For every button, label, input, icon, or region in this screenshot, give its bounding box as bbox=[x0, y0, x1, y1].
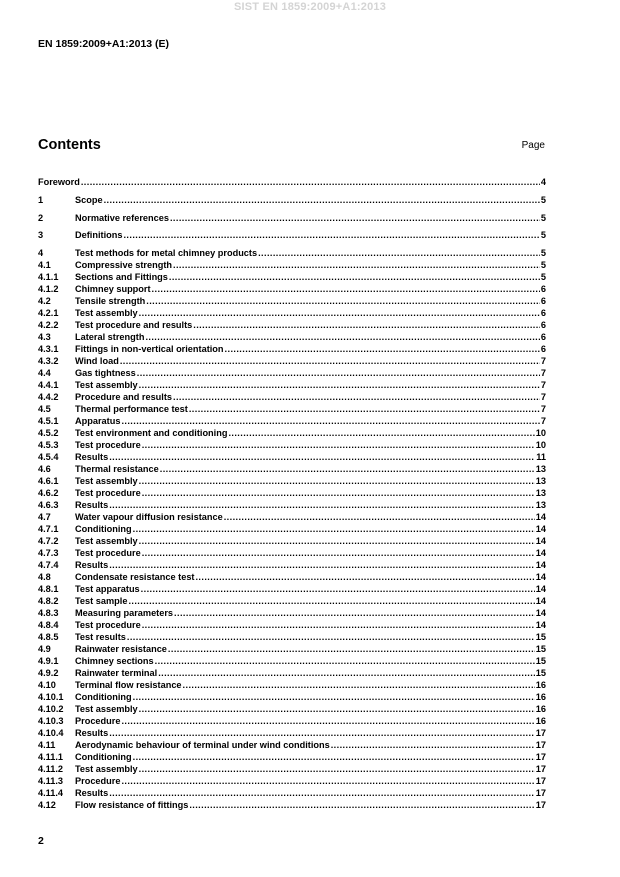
toc-entry-number: 4.8.1 bbox=[38, 584, 59, 595]
toc-entry[interactable] bbox=[38, 619, 546, 631]
toc-entry[interactable] bbox=[38, 229, 546, 241]
toc-entry-page: 13 bbox=[535, 500, 546, 511]
toc-leader-dots bbox=[139, 379, 540, 391]
page-title: Contents bbox=[38, 137, 101, 153]
toc-entry[interactable] bbox=[38, 571, 546, 583]
toc-entry-title: Test results bbox=[75, 632, 126, 643]
toc-entry-page: 17 bbox=[535, 740, 546, 751]
toc-entry[interactable] bbox=[38, 523, 546, 535]
toc-entry-title: Test procedure bbox=[75, 620, 141, 631]
toc-leader-dots bbox=[109, 727, 535, 739]
toc-entry-number: 4.3.2 bbox=[38, 356, 59, 367]
toc-entry-number: 1 bbox=[38, 194, 44, 205]
toc-leader-dots bbox=[258, 247, 540, 259]
toc-entry[interactable] bbox=[38, 559, 546, 571]
toc-leader-dots bbox=[142, 547, 535, 559]
toc-entry-title: Test assembly bbox=[75, 380, 138, 391]
toc-entry-page: 15 bbox=[535, 656, 546, 667]
toc-entry[interactable] bbox=[38, 271, 546, 283]
toc-entry-page: 5 bbox=[540, 230, 546, 241]
toc-entry-page: 13 bbox=[535, 476, 546, 487]
toc-leader-dots bbox=[139, 535, 535, 547]
toc-entry-number: 4.6.2 bbox=[38, 488, 59, 499]
toc-entry[interactable] bbox=[38, 427, 546, 439]
toc-leader-dots bbox=[193, 319, 540, 331]
toc-entry-title: Procedure and results bbox=[75, 392, 173, 403]
toc-leader-dots bbox=[137, 367, 540, 379]
toc-leader-dots bbox=[160, 463, 535, 475]
toc-leader-dots bbox=[174, 607, 535, 619]
toc-entry[interactable] bbox=[38, 391, 546, 403]
toc-entry-title: Results bbox=[75, 728, 109, 739]
toc-leader-dots bbox=[123, 229, 539, 241]
toc-leader-dots bbox=[109, 559, 535, 571]
toc-entry-number: 4.2.1 bbox=[38, 308, 59, 319]
toc-entry-number: 4.7.1 bbox=[38, 524, 59, 535]
toc-entry[interactable] bbox=[38, 451, 546, 463]
toc-entry-page: 13 bbox=[535, 464, 546, 475]
toc-leader-dots bbox=[145, 331, 539, 343]
toc-entry[interactable] bbox=[38, 343, 546, 355]
toc-entry[interactable] bbox=[38, 547, 546, 559]
toc-entry-number: 4.11.2 bbox=[38, 764, 64, 775]
toc-entry-page: 5 bbox=[540, 260, 546, 271]
toc-entry-title: Condensate resistance test bbox=[75, 572, 195, 583]
toc-entry-page: 15 bbox=[535, 644, 546, 655]
toc-entry-page: 5 bbox=[540, 194, 546, 205]
page-number: 2 bbox=[38, 835, 44, 847]
toc-entry-page: 14 bbox=[535, 608, 546, 619]
toc-entry-number: 4.8 bbox=[38, 572, 51, 583]
toc-leader-dots bbox=[127, 631, 535, 643]
toc-entry-page: 14 bbox=[535, 620, 546, 631]
toc-entry-page: 14 bbox=[535, 596, 546, 607]
toc-leader-dots bbox=[139, 763, 535, 775]
toc-leader-dots bbox=[109, 499, 535, 511]
toc-leader-dots bbox=[155, 655, 535, 667]
toc-entry[interactable] bbox=[38, 511, 546, 523]
toc-entry-title: Results bbox=[75, 452, 109, 463]
toc-entry-page: 15 bbox=[535, 668, 546, 679]
toc-entry-title: Test procedure bbox=[75, 440, 141, 451]
toc-entry-title: Wind load bbox=[75, 356, 119, 367]
toc-entry-title: Test sample bbox=[75, 596, 128, 607]
toc-entry-number: 4.11.4 bbox=[38, 788, 64, 799]
toc-leader-dots bbox=[128, 595, 534, 607]
toc-entry-title: Lateral strength bbox=[75, 332, 145, 343]
toc-entry[interactable] bbox=[38, 259, 546, 271]
toc-entry-page: 6 bbox=[540, 284, 546, 295]
toc-entry-number: 4.5.3 bbox=[38, 440, 59, 451]
toc-entry[interactable] bbox=[38, 715, 546, 727]
toc-entry-page: 7 bbox=[540, 416, 546, 427]
toc-leader-dots bbox=[142, 619, 535, 631]
toc-entry-number: 4.4 bbox=[38, 368, 51, 379]
toc-entry[interactable] bbox=[38, 655, 546, 667]
toc-leader-dots bbox=[81, 176, 540, 188]
toc-entry[interactable] bbox=[38, 319, 546, 331]
toc-entry-title: Test methods for metal chimney products bbox=[75, 248, 258, 259]
toc-leader-dots bbox=[158, 667, 535, 679]
toc-entry[interactable] bbox=[38, 487, 546, 499]
toc-entry[interactable] bbox=[38, 367, 546, 379]
toc-entry[interactable] bbox=[38, 403, 546, 415]
toc-entry-page: 17 bbox=[535, 764, 546, 775]
toc-entry-page: 10 bbox=[535, 440, 546, 451]
toc-entry-number: 4.9.2 bbox=[38, 668, 59, 679]
toc-entry[interactable] bbox=[38, 691, 546, 703]
toc-leader-dots bbox=[331, 739, 535, 751]
toc-entry-title: Test assembly bbox=[75, 308, 138, 319]
toc-entry-title: Conditioning bbox=[75, 692, 132, 703]
toc-leader-dots bbox=[139, 475, 535, 487]
toc-leader-dots bbox=[121, 775, 534, 787]
toc-entry[interactable] bbox=[38, 379, 546, 391]
toc-entry-number: 4.6.3 bbox=[38, 500, 59, 511]
toc-entry[interactable] bbox=[38, 763, 546, 775]
toc-entry-title: Test assembly bbox=[75, 476, 138, 487]
toc-entry-number: 2 bbox=[38, 212, 44, 223]
toc-entry-number: 4.8.5 bbox=[38, 632, 59, 643]
toc-entry-title: Water vapour diffusion resistance bbox=[75, 512, 223, 523]
toc-entry-title: Thermal performance test bbox=[75, 404, 188, 415]
toc-entry-title: Measuring parameters bbox=[75, 608, 174, 619]
toc-entry-page: 16 bbox=[535, 704, 546, 715]
toc-entry-title: Chimney support bbox=[75, 284, 151, 295]
toc-entry-title: Rainwater resistance bbox=[75, 644, 167, 655]
toc-entry[interactable] bbox=[38, 331, 546, 343]
toc-entry[interactable] bbox=[38, 583, 546, 595]
toc-entry-title: Tensile strength bbox=[75, 296, 146, 307]
toc-entry-number: 4.10.2 bbox=[38, 704, 64, 715]
toc-entry[interactable] bbox=[38, 415, 546, 427]
toc-entry-page: 5 bbox=[540, 248, 546, 259]
toc-entry[interactable] bbox=[38, 307, 546, 319]
toc-entry[interactable] bbox=[38, 595, 546, 607]
toc-entry-number: 4 bbox=[38, 248, 44, 259]
toc-entry-page: 14 bbox=[535, 572, 546, 583]
toc-leader-dots bbox=[183, 679, 535, 691]
toc-entry-page: 7 bbox=[540, 368, 546, 379]
toc-leader-dots bbox=[195, 571, 534, 583]
toc-entry-title: Procedure bbox=[75, 776, 121, 787]
toc-entry-title: Gas tightness bbox=[75, 368, 136, 379]
toc-leader-dots bbox=[133, 523, 535, 535]
toc-leader-dots bbox=[225, 343, 540, 355]
toc-entry-title: Sections and Fittings bbox=[75, 272, 168, 283]
toc-entry-page: 6 bbox=[540, 320, 546, 331]
toc-leader-dots bbox=[104, 194, 540, 206]
toc-entry[interactable] bbox=[38, 247, 546, 259]
toc-entry-number: 4.8.3 bbox=[38, 608, 59, 619]
toc-entry-number: 4.3 bbox=[38, 332, 51, 343]
toc-leader-dots bbox=[133, 691, 535, 703]
toc-entry-page: 7 bbox=[540, 392, 546, 403]
toc-entry-page: 5 bbox=[540, 272, 546, 283]
toc-entry[interactable] bbox=[38, 283, 546, 295]
toc-entry-page: 6 bbox=[540, 344, 546, 355]
toc-entry-page: 5 bbox=[540, 212, 546, 223]
toc-entry-title: Conditioning bbox=[75, 752, 132, 763]
toc-leader-dots bbox=[142, 439, 535, 451]
toc-leader-dots bbox=[121, 415, 539, 427]
toc-leader-dots bbox=[121, 715, 534, 727]
toc-leader-dots bbox=[141, 583, 535, 595]
toc-leader-dots bbox=[173, 391, 540, 403]
toc-entry-number: 4.11 bbox=[38, 740, 56, 751]
toc-leader-dots bbox=[133, 751, 535, 763]
toc-entry[interactable] bbox=[38, 194, 546, 206]
toc-entry-number: 4.10.4 bbox=[38, 728, 64, 739]
toc-entry-number: 4.1.2 bbox=[38, 284, 59, 295]
toc-entry-page: 17 bbox=[535, 800, 546, 811]
toc-entry-title: Results bbox=[75, 560, 109, 571]
toc-entry-page: 15 bbox=[535, 632, 546, 643]
toc-entry-number: 4.5 bbox=[38, 404, 51, 415]
toc-entry-title: Conditioning bbox=[75, 524, 132, 535]
toc-entry-title: Test procedure and results bbox=[75, 320, 193, 331]
toc-entry-number: 4.7.3 bbox=[38, 548, 59, 559]
toc-leader-dots bbox=[168, 643, 535, 655]
toc-leader-dots bbox=[224, 511, 535, 523]
toc-entry-title: Results bbox=[75, 788, 109, 799]
toc-entry[interactable] bbox=[38, 463, 546, 475]
toc-entry[interactable] bbox=[38, 295, 546, 307]
toc-entry-page: 17 bbox=[535, 752, 546, 763]
toc-entry-page: 13 bbox=[535, 488, 546, 499]
toc-entry-number: 4.9.1 bbox=[38, 656, 59, 667]
toc-entry-title: Normative references bbox=[75, 212, 169, 223]
toc-entry-page: 7 bbox=[540, 404, 546, 415]
toc-entry-title: Flow resistance of fittings bbox=[75, 800, 189, 811]
toc-entry-number: 4.7.2 bbox=[38, 536, 59, 547]
toc-entry-page: 6 bbox=[540, 332, 546, 343]
toc-entry[interactable] bbox=[38, 212, 546, 224]
toc-entry-number: 4.6.1 bbox=[38, 476, 59, 487]
toc-leader-dots bbox=[139, 307, 540, 319]
toc-entry-number: 4.3.1 bbox=[38, 344, 59, 355]
toc-entry-number: 4.8.4 bbox=[38, 620, 59, 631]
toc-leader-dots bbox=[142, 487, 535, 499]
toc-entry-page: 14 bbox=[535, 524, 546, 535]
toc-entry-number: 4.10.3 bbox=[38, 716, 64, 727]
toc-entry-number: 4.9 bbox=[38, 644, 51, 655]
toc-entry-page: 7 bbox=[540, 356, 546, 367]
toc-entry-number: 4.5.4 bbox=[38, 452, 59, 463]
toc-entry[interactable] bbox=[38, 535, 546, 547]
toc-entry-number: 4.8.2 bbox=[38, 596, 59, 607]
toc-entry-title: Test procedure bbox=[75, 488, 141, 499]
toc-entry-title: Terminal flow resistance bbox=[75, 680, 182, 691]
toc-entry[interactable] bbox=[38, 751, 546, 763]
toc-entry-title: Results bbox=[75, 500, 109, 511]
toc-entry[interactable] bbox=[38, 499, 546, 511]
toc-entry-number: 4.11.1 bbox=[38, 752, 64, 763]
document-id: EN 1859:2009+A1:2013 (E) bbox=[38, 38, 170, 50]
toc-entry-page: 14 bbox=[535, 536, 546, 547]
toc-entry-number: 4.7.4 bbox=[38, 560, 59, 571]
toc-entry-number: 4.6 bbox=[38, 464, 51, 475]
toc-entry-number: 4.11.3 bbox=[38, 776, 64, 787]
toc-leader-dots bbox=[173, 259, 540, 271]
toc-entry-title: Test assembly bbox=[75, 536, 138, 547]
toc-entry-number: 4.4.2 bbox=[38, 392, 59, 403]
toc-entry[interactable] bbox=[38, 787, 546, 799]
toc-entry[interactable] bbox=[38, 439, 546, 451]
toc-entry[interactable] bbox=[38, 607, 546, 619]
toc-entry-page: 14 bbox=[535, 548, 546, 559]
toc-entry-page: 6 bbox=[540, 296, 546, 307]
toc-leader-dots bbox=[189, 799, 534, 811]
toc-entry-title: Procedure bbox=[75, 716, 121, 727]
toc-entry[interactable] bbox=[38, 679, 546, 691]
toc-entry-page: 7 bbox=[540, 380, 546, 391]
toc-entry-page: 11 bbox=[536, 452, 546, 463]
toc-entry[interactable] bbox=[38, 475, 546, 487]
toc-entry[interactable] bbox=[38, 775, 546, 787]
toc-leader-dots bbox=[139, 703, 535, 715]
toc-leader-dots bbox=[120, 355, 540, 367]
toc-entry-title: Compressive strength bbox=[75, 260, 173, 271]
toc-entry[interactable] bbox=[38, 799, 546, 811]
toc-entry-number: 4.1.1 bbox=[38, 272, 59, 283]
toc-entry-title: Foreword bbox=[38, 177, 80, 187]
toc-entry-number: 4.12 bbox=[38, 800, 56, 811]
toc-entry-title: Aerodynamic behaviour of terminal under wind conditions bbox=[75, 740, 330, 751]
toc-entry-page: 16 bbox=[535, 692, 546, 703]
toc-entry-number: 4.2.2 bbox=[38, 320, 59, 331]
toc-entry-page: 4 bbox=[540, 177, 546, 187]
toc-leader-dots bbox=[109, 451, 535, 463]
toc-entry-title: Apparatus bbox=[75, 416, 121, 427]
toc-entry[interactable] bbox=[38, 727, 546, 739]
toc-entry-page: 14 bbox=[535, 512, 546, 523]
toc-entry-number: 4.4.1 bbox=[38, 380, 59, 391]
toc-entry-title: Chimney sections bbox=[75, 656, 154, 667]
toc-leader-dots bbox=[228, 427, 534, 439]
toc-entry[interactable] bbox=[38, 631, 546, 643]
toc-leader-dots bbox=[189, 403, 540, 415]
toc-entry-number: 4.5.1 bbox=[38, 416, 59, 427]
toc-entry-number: 4.10 bbox=[38, 680, 56, 691]
toc-entry-title: Test assembly bbox=[75, 704, 138, 715]
toc-entry-title: Fittings in non-vertical orientation bbox=[75, 344, 224, 355]
toc-entry-title: Test environment and conditioning bbox=[75, 428, 228, 439]
toc-entry-title: Scope bbox=[75, 194, 103, 205]
toc-entry-page: 16 bbox=[535, 716, 546, 727]
toc-entry-page: 17 bbox=[535, 776, 546, 787]
toc-entry[interactable] bbox=[38, 703, 546, 715]
toc-entry-number: 3 bbox=[38, 230, 44, 241]
toc-leader-dots bbox=[169, 271, 540, 283]
toc-entry-title: Test apparatus bbox=[75, 584, 140, 595]
toc-entry-page: 14 bbox=[535, 560, 546, 571]
toc-entry[interactable] bbox=[38, 355, 546, 367]
toc-leader-dots bbox=[146, 295, 540, 307]
toc-entry-page: 10 bbox=[535, 428, 546, 439]
toc-leader-dots bbox=[109, 787, 535, 799]
table-of-contents bbox=[38, 176, 546, 811]
toc-entry[interactable] bbox=[38, 739, 546, 751]
toc-entry-page: 16 bbox=[535, 680, 546, 691]
toc-entry-title: Definitions bbox=[75, 230, 123, 241]
toc-entry-number: 4.5.2 bbox=[38, 428, 59, 439]
toc-entry-number: 4.7 bbox=[38, 512, 51, 523]
toc-entry-page: 17 bbox=[535, 788, 546, 799]
toc-entry[interactable] bbox=[38, 176, 546, 188]
page-column-label: Page bbox=[521, 140, 545, 151]
toc-entry-title: Test procedure bbox=[75, 548, 141, 559]
toc-leader-dots bbox=[152, 283, 540, 295]
toc-entry-title: Rainwater terminal bbox=[75, 668, 158, 679]
toc-entry-page: 14 bbox=[535, 584, 546, 595]
watermark: SIST EN 1859:2009+A1:2013 bbox=[233, 1, 387, 13]
toc-entry-title: Test assembly bbox=[75, 764, 138, 775]
toc-entry-number: 4.2 bbox=[38, 296, 51, 307]
toc-entry-page: 17 bbox=[535, 728, 546, 739]
toc-leader-dots bbox=[170, 212, 540, 224]
toc-entry-title: Thermal resistance bbox=[75, 464, 159, 475]
toc-entry[interactable] bbox=[38, 643, 546, 655]
toc-entry-number: 4.1 bbox=[38, 260, 51, 271]
toc-entry[interactable] bbox=[38, 667, 546, 679]
toc-entry-page: 6 bbox=[540, 308, 546, 319]
toc-entry-number: 4.10.1 bbox=[38, 692, 64, 703]
